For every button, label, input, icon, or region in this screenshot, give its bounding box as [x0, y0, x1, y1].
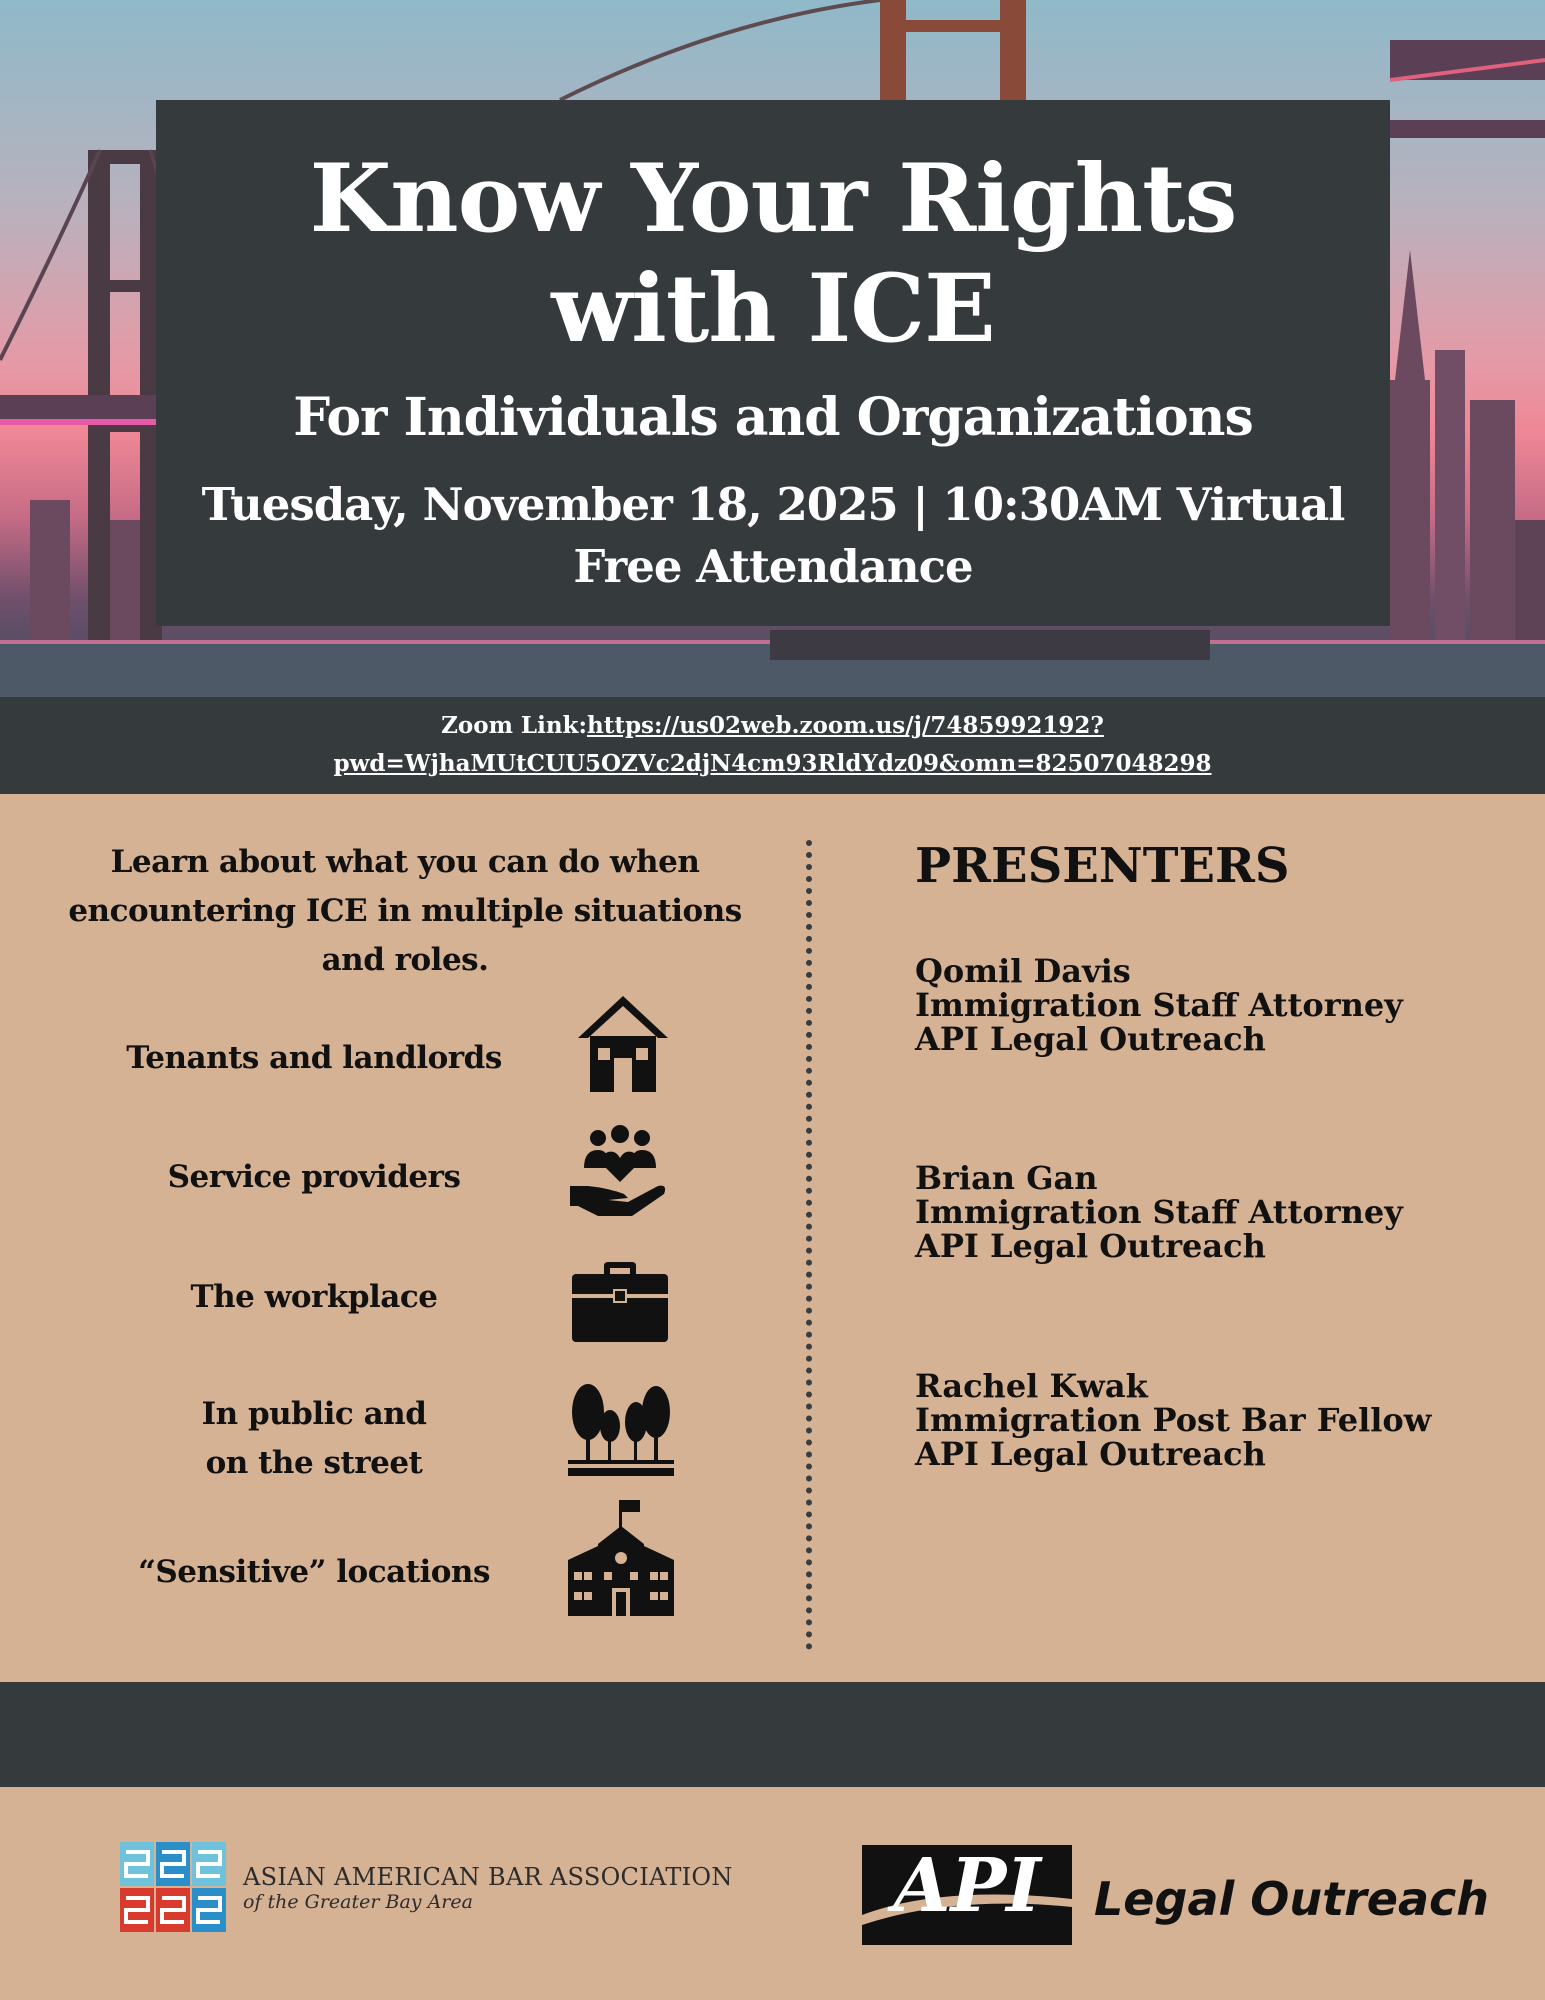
aaba-subtitle: of the Greater Bay Area — [243, 1891, 473, 1913]
situation-label-sensitive: “Sensitive” locations — [138, 1554, 490, 1590]
zoom-link-part1[interactable]: https://us02web.zoom.us/j/7485992192? — [586, 712, 1104, 739]
park-trees-icon — [566, 1382, 676, 1480]
page-title-line2: with ICE — [551, 254, 995, 364]
presenter-card — [915, 1369, 1431, 1471]
aaba-name: ASIAN AMERICAN BAR ASSOCIATION — [243, 1863, 733, 1891]
situation-label-workplace: The workplace — [190, 1279, 438, 1315]
api-legal-outreach-name: Legal Outreach — [1094, 1872, 1490, 1926]
presenter-org: API Legal Outreach — [915, 1227, 1266, 1265]
school-building-icon — [566, 1498, 676, 1618]
aaba-logo-icon — [118, 1840, 230, 1936]
subtitle: For Individuals and Organizations — [293, 387, 1253, 448]
aaba-wordmark — [243, 1863, 733, 1913]
api-logo-letters: API — [893, 1845, 1041, 1929]
footer-dark-band — [0, 1682, 1545, 1787]
briefcase-icon — [570, 1260, 670, 1344]
presenter-name: Rachel Kwak — [915, 1367, 1148, 1405]
hero-bridge-photo — [0, 0, 1545, 697]
situation-label-public-line1: In public and — [201, 1396, 427, 1432]
situation-label-tenants: Tenants and landlords — [126, 1040, 502, 1076]
presenter-role: Immigration Post Bar Fellow — [915, 1401, 1432, 1439]
presenter-role: Immigration Staff Attorney — [915, 986, 1403, 1024]
presenter-card — [915, 1161, 1403, 1263]
presenter-org: API Legal Outreach — [915, 1020, 1266, 1058]
presenter-name: Brian Gan — [915, 1159, 1098, 1197]
caring-hand-icon — [568, 1124, 672, 1220]
house-icon — [574, 992, 672, 1094]
title-panel — [156, 100, 1390, 626]
situation-label-service: Service providers — [167, 1159, 461, 1195]
presenter-role: Immigration Staff Attorney — [915, 1193, 1403, 1231]
presenter-card — [915, 954, 1403, 1056]
situation-label-public-line2: on the street — [205, 1445, 423, 1481]
attendance-note: Free Attendance — [573, 540, 973, 593]
zoom-label: Zoom Link: — [441, 712, 587, 739]
page-title-line1: Know Your Rights — [309, 144, 1237, 254]
presenter-org: API Legal Outreach — [915, 1435, 1266, 1473]
event-date-time: Tuesday, November 18, 2025 | 10:30AM Virtual — [201, 478, 1345, 531]
zoom-link-part2[interactable]: pwd=WjhaMUtCUU5OZVc2djN4cm93RldYdz09&omn=82507048298 — [333, 750, 1212, 777]
presenter-name: Qomil Davis — [915, 952, 1131, 990]
column-divider — [806, 840, 812, 1650]
zoom-link-bar — [0, 697, 1545, 794]
api-logo-icon — [862, 1845, 1072, 1945]
presenters-heading: PRESENTERS — [915, 838, 1290, 894]
intro-text: Learn about what you can do when encountering ICE in multiple situations and roles. — [68, 844, 742, 978]
